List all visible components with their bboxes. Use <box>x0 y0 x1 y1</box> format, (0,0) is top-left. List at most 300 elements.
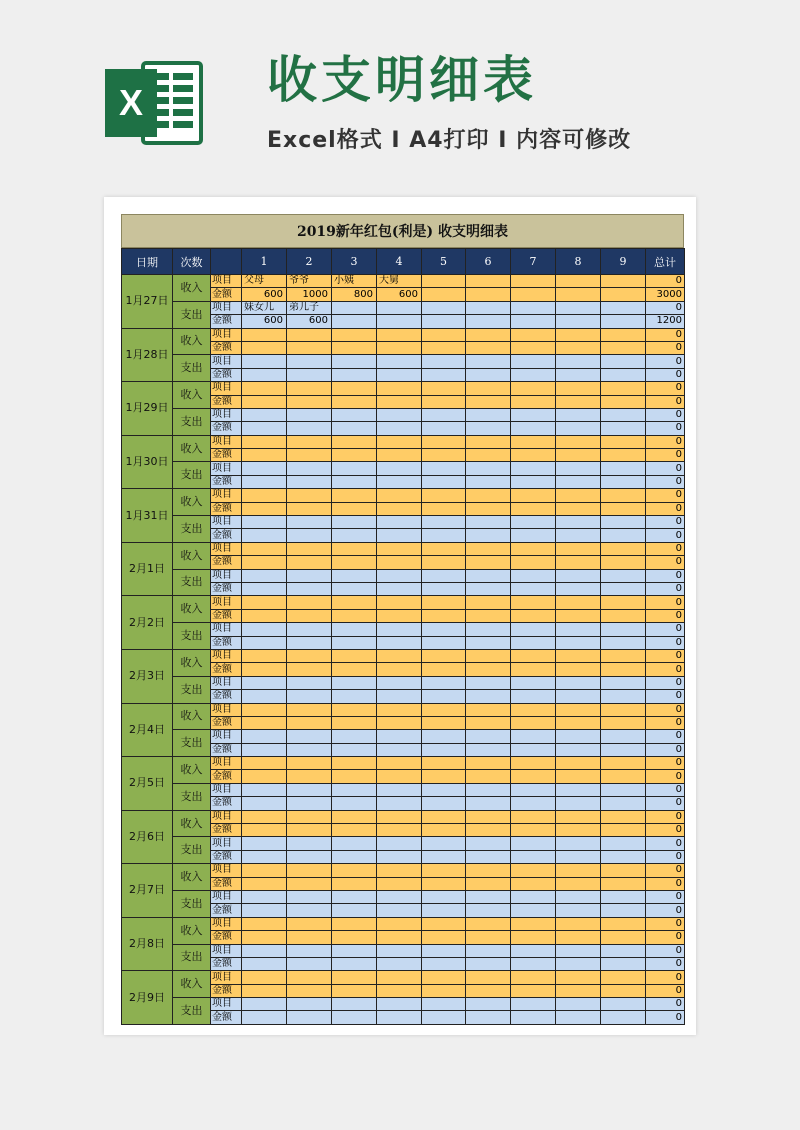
amount-cell[interactable] <box>601 368 646 381</box>
item-cell[interactable] <box>511 676 556 689</box>
item-cell[interactable] <box>466 837 511 850</box>
amount-cell[interactable] <box>511 797 556 810</box>
item-cell[interactable] <box>556 649 601 662</box>
item-cell[interactable] <box>422 435 466 448</box>
amount-cell[interactable] <box>287 984 332 997</box>
amount-cell[interactable] <box>377 1011 422 1024</box>
amount-cell[interactable] <box>377 368 422 381</box>
amount-cell[interactable] <box>242 984 287 997</box>
item-cell[interactable] <box>332 435 377 448</box>
item-cell[interactable] <box>511 569 556 582</box>
item-cell[interactable] <box>511 516 556 529</box>
amount-cell[interactable] <box>601 556 646 569</box>
amount-cell[interactable] <box>287 529 332 542</box>
item-cell[interactable] <box>601 355 646 368</box>
item-cell[interactable] <box>332 757 377 770</box>
item-cell[interactable] <box>466 596 511 609</box>
amount-cell[interactable] <box>332 957 377 970</box>
item-cell[interactable] <box>422 757 466 770</box>
item-cell[interactable] <box>287 382 332 395</box>
item-cell[interactable] <box>287 998 332 1011</box>
amount-cell[interactable] <box>377 797 422 810</box>
item-cell[interactable] <box>422 649 466 662</box>
amount-cell[interactable] <box>601 743 646 756</box>
amount-cell[interactable] <box>332 449 377 462</box>
amount-cell[interactable] <box>242 609 287 622</box>
item-cell[interactable] <box>242 703 287 716</box>
amount-cell[interactable] <box>377 957 422 970</box>
amount-cell[interactable] <box>511 636 556 649</box>
amount-cell[interactable] <box>242 636 287 649</box>
item-cell[interactable] <box>332 408 377 421</box>
amount-cell[interactable] <box>466 422 511 435</box>
item-cell[interactable] <box>377 408 422 421</box>
amount-cell[interactable] <box>466 315 511 328</box>
amount-cell[interactable] <box>556 690 601 703</box>
amount-cell[interactable] <box>242 931 287 944</box>
item-cell[interactable] <box>287 569 332 582</box>
item-cell[interactable] <box>466 971 511 984</box>
amount-cell[interactable] <box>287 957 332 970</box>
amount-cell[interactable] <box>287 636 332 649</box>
amount-cell[interactable] <box>422 368 466 381</box>
amount-cell[interactable] <box>511 770 556 783</box>
amount-cell[interactable] <box>466 341 511 354</box>
amount-cell[interactable] <box>422 636 466 649</box>
item-cell[interactable] <box>287 435 332 448</box>
item-cell[interactable] <box>466 623 511 636</box>
amount-cell[interactable] <box>466 824 511 837</box>
item-cell[interactable] <box>332 730 377 743</box>
item-cell[interactable] <box>466 757 511 770</box>
item-cell[interactable] <box>332 837 377 850</box>
amount-cell[interactable] <box>422 582 466 595</box>
amount-cell[interactable] <box>242 475 287 488</box>
item-cell[interactable] <box>601 623 646 636</box>
item-cell[interactable] <box>332 890 377 903</box>
amount-cell[interactable] <box>601 636 646 649</box>
item-cell[interactable] <box>422 676 466 689</box>
item-cell[interactable] <box>287 917 332 930</box>
item-cell[interactable] <box>556 783 601 796</box>
item-cell[interactable] <box>377 542 422 555</box>
amount-cell[interactable] <box>332 931 377 944</box>
item-cell[interactable] <box>466 703 511 716</box>
item-cell[interactable] <box>422 944 466 957</box>
amount-cell[interactable] <box>466 904 511 917</box>
item-cell[interactable] <box>332 676 377 689</box>
item-cell[interactable] <box>287 757 332 770</box>
item-cell[interactable] <box>601 783 646 796</box>
item-cell[interactable] <box>287 596 332 609</box>
amount-cell[interactable] <box>601 690 646 703</box>
item-cell[interactable] <box>556 596 601 609</box>
amount-cell[interactable] <box>287 449 332 462</box>
item-cell[interactable] <box>287 864 332 877</box>
amount-cell[interactable] <box>422 449 466 462</box>
amount-cell[interactable] <box>556 422 601 435</box>
amount-cell[interactable] <box>556 475 601 488</box>
item-cell[interactable] <box>511 408 556 421</box>
item-cell[interactable] <box>601 489 646 502</box>
item-cell[interactable] <box>422 462 466 475</box>
amount-cell[interactable] <box>511 449 556 462</box>
amount-cell[interactable] <box>556 663 601 676</box>
item-cell[interactable] <box>422 890 466 903</box>
amount-cell[interactable] <box>242 770 287 783</box>
amount-cell[interactable] <box>466 957 511 970</box>
item-cell[interactable] <box>287 837 332 850</box>
amount-cell[interactable] <box>556 636 601 649</box>
item-cell[interactable] <box>556 462 601 475</box>
amount-cell[interactable] <box>556 716 601 729</box>
amount-cell[interactable] <box>287 877 332 890</box>
item-cell[interactable] <box>556 489 601 502</box>
amount-cell[interactable] <box>556 556 601 569</box>
item-cell[interactable] <box>287 489 332 502</box>
item-cell[interactable]: 妹女儿 <box>242 301 287 314</box>
amount-cell[interactable] <box>242 690 287 703</box>
item-cell[interactable] <box>601 890 646 903</box>
item-cell[interactable] <box>287 890 332 903</box>
amount-cell[interactable] <box>377 636 422 649</box>
item-cell[interactable] <box>377 596 422 609</box>
amount-cell[interactable] <box>511 502 556 515</box>
amount-cell[interactable] <box>556 824 601 837</box>
item-cell[interactable] <box>556 971 601 984</box>
amount-cell[interactable] <box>511 315 556 328</box>
amount-cell[interactable] <box>422 770 466 783</box>
item-cell[interactable] <box>332 462 377 475</box>
item-cell[interactable] <box>422 837 466 850</box>
amount-cell[interactable] <box>466 368 511 381</box>
amount-cell[interactable] <box>556 877 601 890</box>
item-cell[interactable] <box>556 328 601 341</box>
amount-cell[interactable] <box>511 475 556 488</box>
amount-cell[interactable] <box>242 797 287 810</box>
amount-cell[interactable] <box>242 1011 287 1024</box>
item-cell[interactable] <box>377 998 422 1011</box>
amount-cell[interactable] <box>511 824 556 837</box>
amount-cell[interactable] <box>466 475 511 488</box>
item-cell[interactable] <box>466 864 511 877</box>
amount-cell[interactable] <box>601 449 646 462</box>
item-cell[interactable] <box>601 676 646 689</box>
amount-cell[interactable] <box>377 770 422 783</box>
item-cell[interactable] <box>511 489 556 502</box>
item-cell[interactable] <box>242 462 287 475</box>
item-cell[interactable] <box>377 783 422 796</box>
item-cell[interactable] <box>601 408 646 421</box>
item-cell[interactable] <box>601 569 646 582</box>
amount-cell[interactable] <box>511 957 556 970</box>
amount-cell[interactable] <box>377 904 422 917</box>
amount-cell[interactable] <box>466 984 511 997</box>
amount-cell[interactable] <box>511 1011 556 1024</box>
item-cell[interactable] <box>332 489 377 502</box>
amount-cell[interactable] <box>511 609 556 622</box>
amount-cell[interactable] <box>511 341 556 354</box>
item-cell[interactable] <box>377 864 422 877</box>
item-cell[interactable] <box>242 917 287 930</box>
item-cell[interactable] <box>601 917 646 930</box>
item-cell[interactable] <box>466 649 511 662</box>
item-cell[interactable] <box>601 382 646 395</box>
amount-cell[interactable] <box>287 502 332 515</box>
item-cell[interactable] <box>466 998 511 1011</box>
item-cell[interactable] <box>332 649 377 662</box>
amount-cell[interactable] <box>377 422 422 435</box>
item-cell[interactable] <box>511 890 556 903</box>
item-cell[interactable] <box>332 864 377 877</box>
item-cell[interactable] <box>511 435 556 448</box>
item-cell[interactable] <box>466 730 511 743</box>
item-cell[interactable] <box>242 971 287 984</box>
item-cell[interactable] <box>601 516 646 529</box>
amount-cell[interactable] <box>601 502 646 515</box>
amount-cell[interactable] <box>377 582 422 595</box>
item-cell[interactable] <box>377 757 422 770</box>
amount-cell[interactable] <box>511 368 556 381</box>
amount-cell[interactable] <box>377 824 422 837</box>
item-cell[interactable] <box>466 489 511 502</box>
amount-cell[interactable] <box>377 556 422 569</box>
item-cell[interactable] <box>377 730 422 743</box>
item-cell[interactable] <box>466 569 511 582</box>
item-cell[interactable] <box>466 408 511 421</box>
item-cell[interactable] <box>422 408 466 421</box>
item-cell[interactable] <box>287 462 332 475</box>
item-cell[interactable] <box>332 971 377 984</box>
amount-cell[interactable] <box>422 475 466 488</box>
item-cell[interactable] <box>466 328 511 341</box>
item-cell[interactable] <box>242 890 287 903</box>
amount-cell[interactable] <box>287 690 332 703</box>
item-cell[interactable] <box>556 703 601 716</box>
item-cell[interactable] <box>511 328 556 341</box>
amount-cell[interactable] <box>242 449 287 462</box>
item-cell[interactable] <box>242 783 287 796</box>
item-cell[interactable] <box>601 649 646 662</box>
amount-cell[interactable] <box>422 1011 466 1024</box>
amount-cell[interactable] <box>287 475 332 488</box>
amount-cell[interactable] <box>377 449 422 462</box>
amount-cell[interactable]: 800 <box>332 288 377 301</box>
item-cell[interactable] <box>287 783 332 796</box>
item-cell[interactable] <box>422 275 466 288</box>
item-cell[interactable] <box>601 971 646 984</box>
amount-cell[interactable] <box>332 636 377 649</box>
item-cell[interactable] <box>422 489 466 502</box>
item-cell[interactable] <box>422 998 466 1011</box>
amount-cell[interactable]: 600 <box>242 315 287 328</box>
item-cell[interactable] <box>242 569 287 582</box>
item-cell[interactable] <box>556 730 601 743</box>
item-cell[interactable] <box>422 730 466 743</box>
amount-cell[interactable] <box>466 529 511 542</box>
item-cell[interactable] <box>556 676 601 689</box>
amount-cell[interactable] <box>332 716 377 729</box>
amount-cell[interactable] <box>287 1011 332 1024</box>
item-cell[interactable] <box>422 703 466 716</box>
item-cell[interactable] <box>556 757 601 770</box>
item-cell[interactable] <box>422 596 466 609</box>
item-cell[interactable] <box>332 998 377 1011</box>
item-cell[interactable] <box>377 649 422 662</box>
amount-cell[interactable] <box>511 288 556 301</box>
amount-cell[interactable] <box>466 743 511 756</box>
amount-cell[interactable] <box>287 824 332 837</box>
item-cell[interactable] <box>332 328 377 341</box>
item-cell[interactable] <box>242 757 287 770</box>
amount-cell[interactable] <box>466 716 511 729</box>
amount-cell[interactable]: 600 <box>242 288 287 301</box>
amount-cell[interactable] <box>332 690 377 703</box>
item-cell[interactable] <box>511 971 556 984</box>
amount-cell[interactable] <box>556 529 601 542</box>
amount-cell[interactable] <box>422 395 466 408</box>
amount-cell[interactable] <box>511 716 556 729</box>
item-cell[interactable] <box>511 730 556 743</box>
item-cell[interactable] <box>556 542 601 555</box>
amount-cell[interactable] <box>466 556 511 569</box>
item-cell[interactable] <box>466 917 511 930</box>
item-cell[interactable] <box>287 971 332 984</box>
amount-cell[interactable] <box>422 984 466 997</box>
amount-cell[interactable] <box>242 824 287 837</box>
item-cell[interactable] <box>332 542 377 555</box>
amount-cell[interactable] <box>466 395 511 408</box>
amount-cell[interactable] <box>556 957 601 970</box>
amount-cell[interactable] <box>242 556 287 569</box>
amount-cell[interactable] <box>422 690 466 703</box>
item-cell[interactable] <box>556 435 601 448</box>
item-cell[interactable] <box>511 703 556 716</box>
item-cell[interactable] <box>332 596 377 609</box>
amount-cell[interactable] <box>556 582 601 595</box>
amount-cell[interactable] <box>287 556 332 569</box>
item-cell[interactable] <box>242 328 287 341</box>
amount-cell[interactable] <box>422 529 466 542</box>
amount-cell[interactable] <box>332 850 377 863</box>
amount-cell[interactable] <box>511 850 556 863</box>
item-cell[interactable] <box>511 542 556 555</box>
item-cell[interactable] <box>377 489 422 502</box>
item-cell[interactable] <box>601 301 646 314</box>
item-cell[interactable] <box>466 462 511 475</box>
amount-cell[interactable] <box>332 556 377 569</box>
amount-cell[interactable] <box>511 556 556 569</box>
item-cell[interactable]: 父母 <box>242 275 287 288</box>
item-cell[interactable] <box>601 275 646 288</box>
item-cell[interactable] <box>287 328 332 341</box>
amount-cell[interactable] <box>377 984 422 997</box>
amount-cell[interactable] <box>601 395 646 408</box>
amount-cell[interactable] <box>556 850 601 863</box>
item-cell[interactable] <box>511 810 556 823</box>
amount-cell[interactable] <box>422 288 466 301</box>
item-cell[interactable] <box>377 944 422 957</box>
amount-cell[interactable] <box>422 931 466 944</box>
item-cell[interactable] <box>377 703 422 716</box>
amount-cell[interactable] <box>287 609 332 622</box>
amount-cell[interactable] <box>332 797 377 810</box>
item-cell[interactable] <box>466 944 511 957</box>
item-cell[interactable]: 大舅 <box>377 275 422 288</box>
amount-cell[interactable] <box>422 341 466 354</box>
amount-cell[interactable] <box>332 877 377 890</box>
amount-cell[interactable] <box>242 529 287 542</box>
item-cell[interactable] <box>466 516 511 529</box>
item-cell[interactable] <box>556 382 601 395</box>
amount-cell[interactable] <box>422 957 466 970</box>
amount-cell[interactable] <box>466 1011 511 1024</box>
amount-cell[interactable] <box>601 957 646 970</box>
amount-cell[interactable] <box>556 502 601 515</box>
amount-cell[interactable] <box>422 743 466 756</box>
amount-cell[interactable] <box>556 797 601 810</box>
amount-cell[interactable] <box>242 395 287 408</box>
item-cell[interactable] <box>556 917 601 930</box>
item-cell[interactable] <box>422 864 466 877</box>
item-cell[interactable] <box>287 649 332 662</box>
item-cell[interactable] <box>511 301 556 314</box>
amount-cell[interactable] <box>466 663 511 676</box>
amount-cell[interactable] <box>511 984 556 997</box>
amount-cell[interactable] <box>377 475 422 488</box>
amount-cell[interactable] <box>601 716 646 729</box>
amount-cell[interactable] <box>556 449 601 462</box>
item-cell[interactable] <box>242 998 287 1011</box>
item-cell[interactable] <box>511 783 556 796</box>
item-cell[interactable] <box>242 676 287 689</box>
amount-cell[interactable] <box>377 850 422 863</box>
item-cell[interactable] <box>242 542 287 555</box>
amount-cell[interactable] <box>422 904 466 917</box>
amount-cell[interactable] <box>242 582 287 595</box>
amount-cell[interactable] <box>422 877 466 890</box>
item-cell[interactable] <box>377 382 422 395</box>
amount-cell[interactable] <box>511 395 556 408</box>
amount-cell[interactable] <box>601 904 646 917</box>
amount-cell[interactable] <box>601 931 646 944</box>
amount-cell[interactable] <box>601 850 646 863</box>
amount-cell[interactable] <box>422 556 466 569</box>
amount-cell[interactable] <box>377 877 422 890</box>
amount-cell[interactable] <box>332 315 377 328</box>
amount-cell[interactable] <box>287 904 332 917</box>
item-cell[interactable] <box>511 998 556 1011</box>
item-cell[interactable] <box>332 516 377 529</box>
amount-cell[interactable] <box>466 502 511 515</box>
item-cell[interactable] <box>332 569 377 582</box>
item-cell[interactable] <box>332 917 377 930</box>
amount-cell[interactable] <box>556 395 601 408</box>
amount-cell[interactable] <box>287 395 332 408</box>
item-cell[interactable] <box>511 462 556 475</box>
amount-cell[interactable] <box>601 663 646 676</box>
item-cell[interactable] <box>601 944 646 957</box>
item-cell[interactable] <box>511 596 556 609</box>
amount-cell[interactable] <box>422 850 466 863</box>
amount-cell[interactable] <box>332 904 377 917</box>
item-cell[interactable] <box>511 623 556 636</box>
item-cell[interactable] <box>287 542 332 555</box>
item-cell[interactable] <box>422 569 466 582</box>
amount-cell[interactable] <box>422 502 466 515</box>
amount-cell[interactable] <box>242 422 287 435</box>
amount-cell[interactable] <box>466 931 511 944</box>
